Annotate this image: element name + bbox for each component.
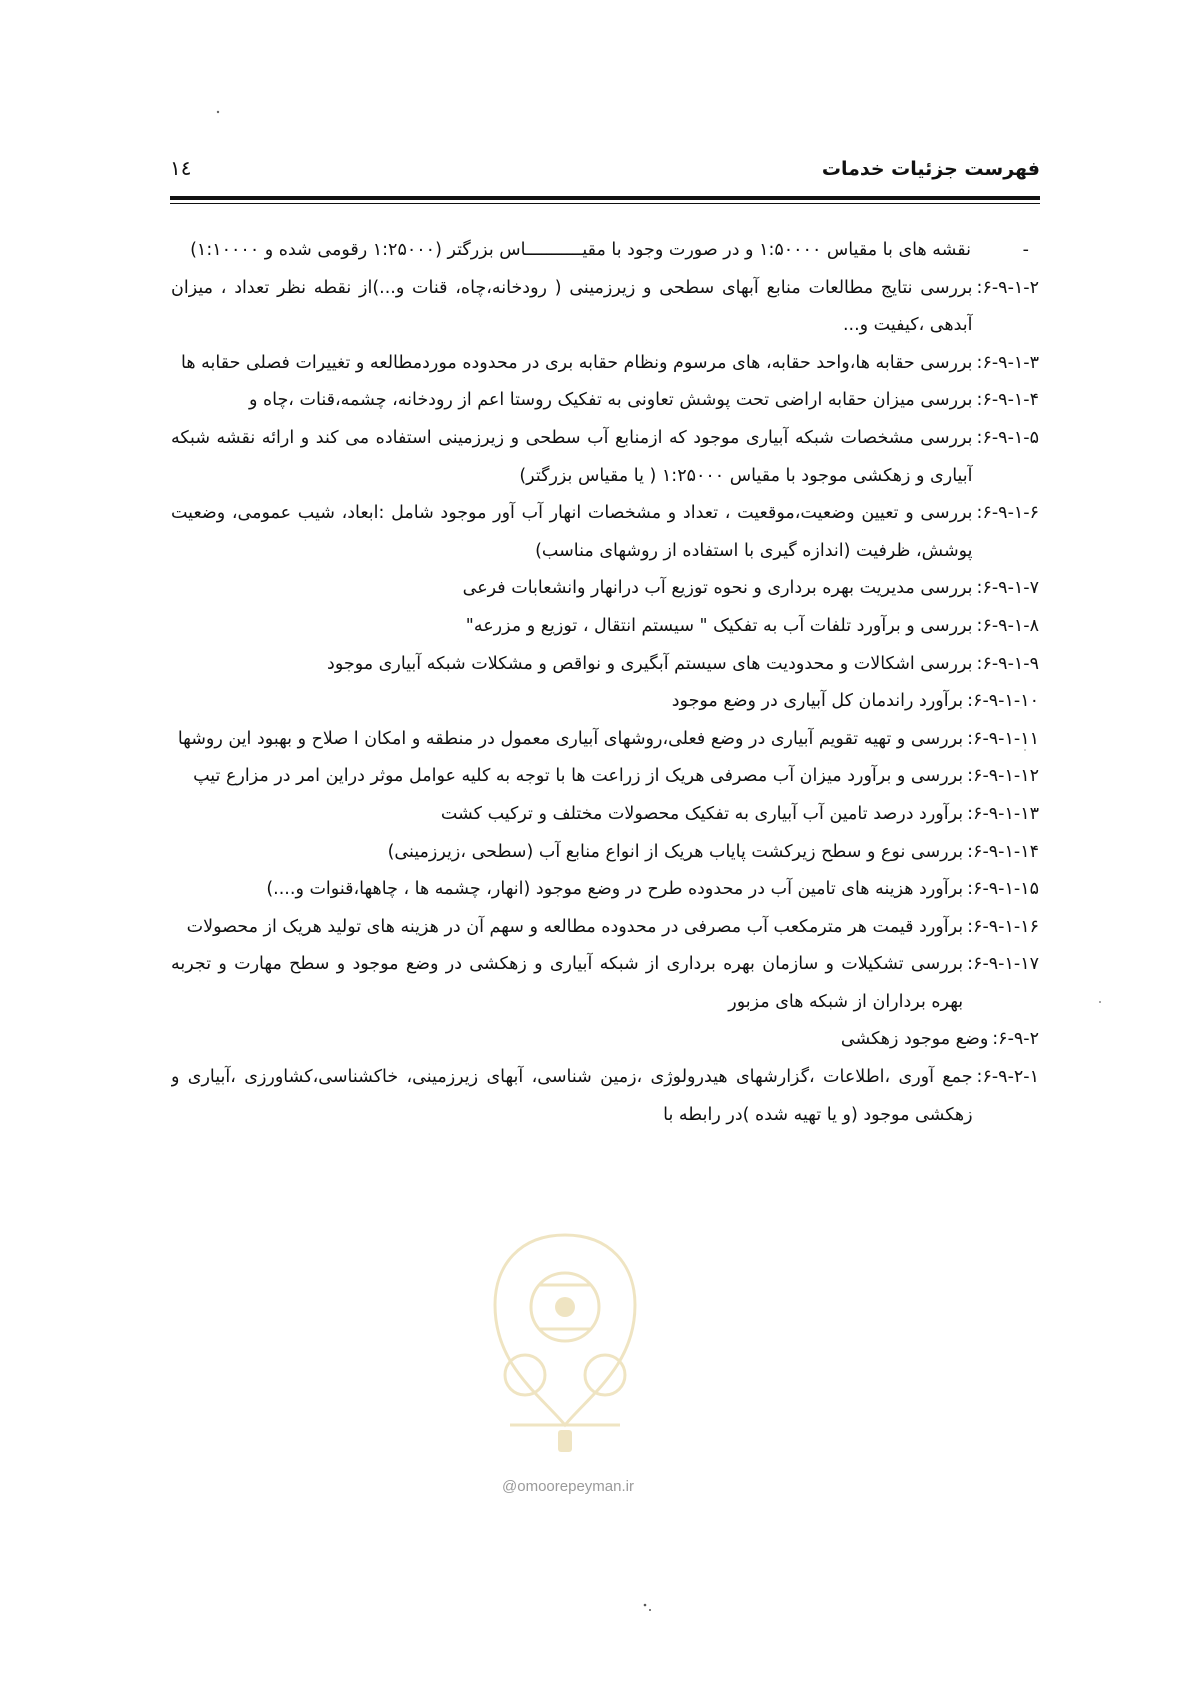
item-number: ۶-۹-۱-۱۶: (967, 916, 1039, 937)
bullet-dash: - (1022, 240, 1029, 260)
list-item (171, 909, 1039, 947)
item-number: ۶-۹-۱-۱۷: (967, 954, 1039, 975)
item-text: بررسی و تهیه تقویم آبیاری در وضع فعلی،روشهای آبیاری معمول در منطقه و امکان ا صلاح و بهبود این روشها (177, 728, 964, 749)
item-number: ۶-۹-۱-۱۳: (967, 803, 1039, 824)
list-item (171, 382, 1039, 420)
item-number: ۶-۹-۱-۱۵: (967, 879, 1039, 900)
page-number: ١٤ (170, 156, 192, 180)
item-text: بررسی و برآورد میزان آب مصرفی هریک از زراعت ها با توجه به کلیه عوامل موثر دراین امر در مزارع تیپ (193, 766, 964, 787)
item-number: ۶-۹-۱-۳: (976, 352, 1039, 373)
list-item (171, 721, 1039, 759)
header-rule-thin (170, 203, 1040, 204)
item-text: برآورد راندمان کل آبیاری در وضع موجود (671, 691, 964, 712)
watermark-logo (480, 1225, 650, 1465)
item-number: ۶-۹-۱-۴: (976, 390, 1039, 411)
item-number: ۶-۹-۱-۵: (976, 427, 1039, 448)
item-text: برآورد درصد تامین آب آبیاری به تفکیک محصولات مختلف و ترکیب کشت (440, 803, 964, 824)
item-text: بررسی نوع و سطح زیرکشت پایاب هریک از انواع منابع آب (سطحی ،زیرزمینی) (387, 841, 964, 862)
bullet-text: نقشه های با مقیاس ۱:۵۰۰۰۰ و در صورت وجود با مقیـــــــــــاس بزرگتر (۱:۲۵۰۰۰ رقومی شده و ۱:۱۰۰۰۰) (190, 240, 971, 260)
item-number: ۶-۹-۱-۷: (976, 578, 1039, 599)
item-number: ۶-۹-۱-۱۲: (967, 766, 1039, 787)
watermark-url: @omoorepeyman.ir (502, 1478, 634, 1495)
item-text: بررسی نتایج مطالعات منابع آبهای سطحی و زیرزمینی ( رودخانه،چاه، قنات و...)از نقطه نظر تعداد ، میزان آبدهی ،کیفیت و... (171, 277, 973, 336)
item-number: ۶-۹-۱-۱۱: (967, 728, 1039, 749)
item-text: برآورد قیمت هر مترمکعب آب مصرفی در محدوده مطالعه و سهم آن در هزینه های تولید هریک از محصولات (186, 916, 964, 937)
list-item (171, 495, 1039, 570)
list-item (171, 946, 1039, 1021)
item-number: ۶-۹-۱-۱۰: (967, 691, 1039, 712)
item-number: ۶-۹-۱-۶: (976, 503, 1039, 524)
item-number: ۶-۹-۱-۲: (976, 277, 1039, 298)
list-item (171, 420, 1039, 495)
header-rule-thick (170, 196, 1040, 200)
item-text: بررسی مشخصات شبکه آبیاری موجود که ازمنابع آب سطحی و زیرزمینی استفاده می کند و ارائه نقشه شبکه آبیاری و زهکشی موجود با مقیاس ۱:۲۵۰۰۰ ( یا مقیاس بزرگتر) (171, 427, 973, 486)
item-number: ۶-۹-۱-۱۴: (967, 841, 1039, 862)
list-item (171, 871, 1039, 909)
bullet-item (171, 232, 1039, 270)
list-item (171, 646, 1039, 684)
list-item (171, 683, 1039, 721)
item-text: بررسی میزان حقابه اراضی تحت پوشش تعاونی به تفکیک روستا اعم از رودخانه، چشمه،قنات ،چاه و (248, 390, 973, 411)
list-item (171, 834, 1039, 872)
item-text: وضع موجود زهکشی (840, 1029, 989, 1050)
item-number: ۶-۹-۱-۹: (976, 653, 1039, 674)
item-text: بررسی و تعیین وضعیت،موقعیت ، تعداد و مشخصات انهار آب آور موجود شامل :ابعاد، شیب عمومی، وضعیت پوشش، ظرفیت (اندازه گیری با استفاده از روشهای مناسب) (171, 503, 973, 561)
list-item (171, 570, 1039, 608)
section-heading (171, 1021, 1039, 1059)
item-text: بررسی مدیریت بهره برداری و نحوه توزیع آب درانهار وانشعابات فرعی (462, 578, 973, 599)
page-content (171, 232, 1039, 1134)
item-text: بررسی تشکیلات و سازمان بهره برداری از شبکه آبیاری و زهکشی در وضع موجود و سطح مهارت و تجربه بهره برداران از شبکه های مزبور (171, 954, 964, 1012)
item-text: بررسی و برآورد تلفات آب به تفکیک " سیستم انتقال ، توزیع و مزرعه" (465, 615, 973, 636)
list-item (171, 796, 1039, 834)
item-text: بررسی اشکالات و محدودیت های سیستم آبگیری و نواقص و مشکلات شبکه آبیاری موجود (327, 653, 973, 674)
item-number: ۶-۹-۲-۱: (976, 1067, 1039, 1088)
list-item (171, 1059, 1039, 1134)
item-text: برآورد هزینه های تامین آب در محدوده طرح در وضع موجود (انهار، چشمه ها ، چاهها،قنوات و....) (266, 879, 964, 900)
item-number: ۶-۹-۱-۸: (976, 615, 1039, 636)
item-text: بررسی حقابه ها،واحد حقابه، های مرسوم ونظام حقابه بری در محدوده موردمطالعه و تغییرات فصلی حقابه ها (181, 352, 973, 373)
list-item (171, 270, 1039, 345)
list-item (171, 758, 1039, 796)
header-title: فهرست جزئیات خدمات (821, 158, 1040, 180)
list-item (171, 345, 1039, 383)
page-header (170, 150, 1040, 190)
list-item (171, 608, 1039, 646)
item-text: جمع آوری ،اطلاعات ،گزارشهای هیدرولوژی ،زمین شناسی، آبهای زیرزمینی، خاکشناسی،کشاورزی ،آبیاری و زهکشی موجود (و یا تهیه شده )در رابطه با (171, 1067, 973, 1125)
item-number: ۶-۹-۲: (992, 1029, 1039, 1050)
